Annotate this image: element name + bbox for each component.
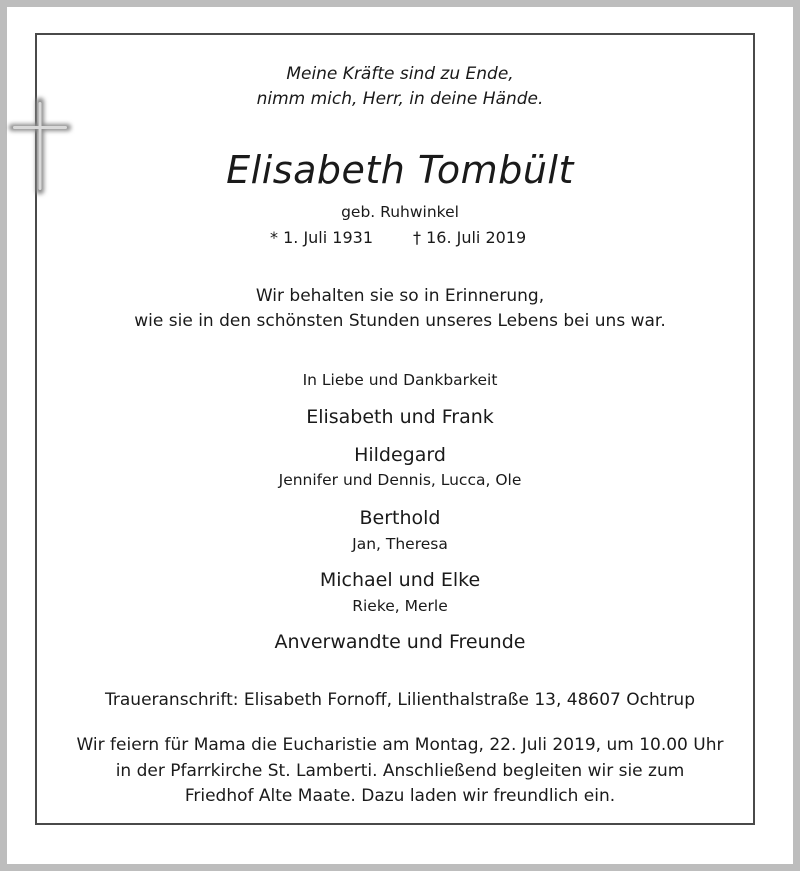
mourner-group-sub: Jennifer und Dennis, Lucca, Ole [278,471,522,489]
mourner-group-main: Michael und Elke [319,569,481,591]
verse-line-1: Meine Kräfte sind zu Ende, [286,64,514,84]
service-line-2: in der Pfarrkirche St. Lamberti. Anschließend begleiten wir sie zum [115,761,685,781]
mourner-group-sub: Rieke, Merle [352,597,448,615]
verse-line-2: nimm mich, Herr, in deine Hände. [256,89,544,109]
mourner-group-main: Elisabeth und Frank [306,406,494,428]
mourning-address: Traueranschrift: Elisabeth Fornoff, Lilienthalstraße 13, 48607 Ochtrup [105,690,695,710]
mourner-group-main: Berthold [359,507,441,529]
mourner-group-sub: Jan, Theresa [352,535,448,553]
mourners-intro: In Liebe und Dankbarkeit [302,371,498,389]
birth-date: * 1. Juli 1931 [270,228,373,247]
deceased-name: Elisabeth Tombült [226,148,574,192]
maiden-name: geb. Ruhwinkel [341,203,459,221]
service-line-1: Wir feiern für Mama die Eucharistie am Montag, 22. Juli 2019, um 10.00 Uhr [76,735,724,755]
quote-line-2: wie sie in den schönsten Stunden unseres Lebens bei uns war. [134,311,666,331]
quote-line-1: Wir behalten sie so in Erinnerung, [255,286,545,306]
mourner-group-main: Anverwandte und Freunde [274,631,526,653]
mourner-group-main: Hildegard [354,444,446,466]
service-line-3: Friedhof Alte Maate. Dazu laden wir freundlich ein. [184,786,616,806]
death-date: † 16. Juli 2019 [413,228,527,247]
